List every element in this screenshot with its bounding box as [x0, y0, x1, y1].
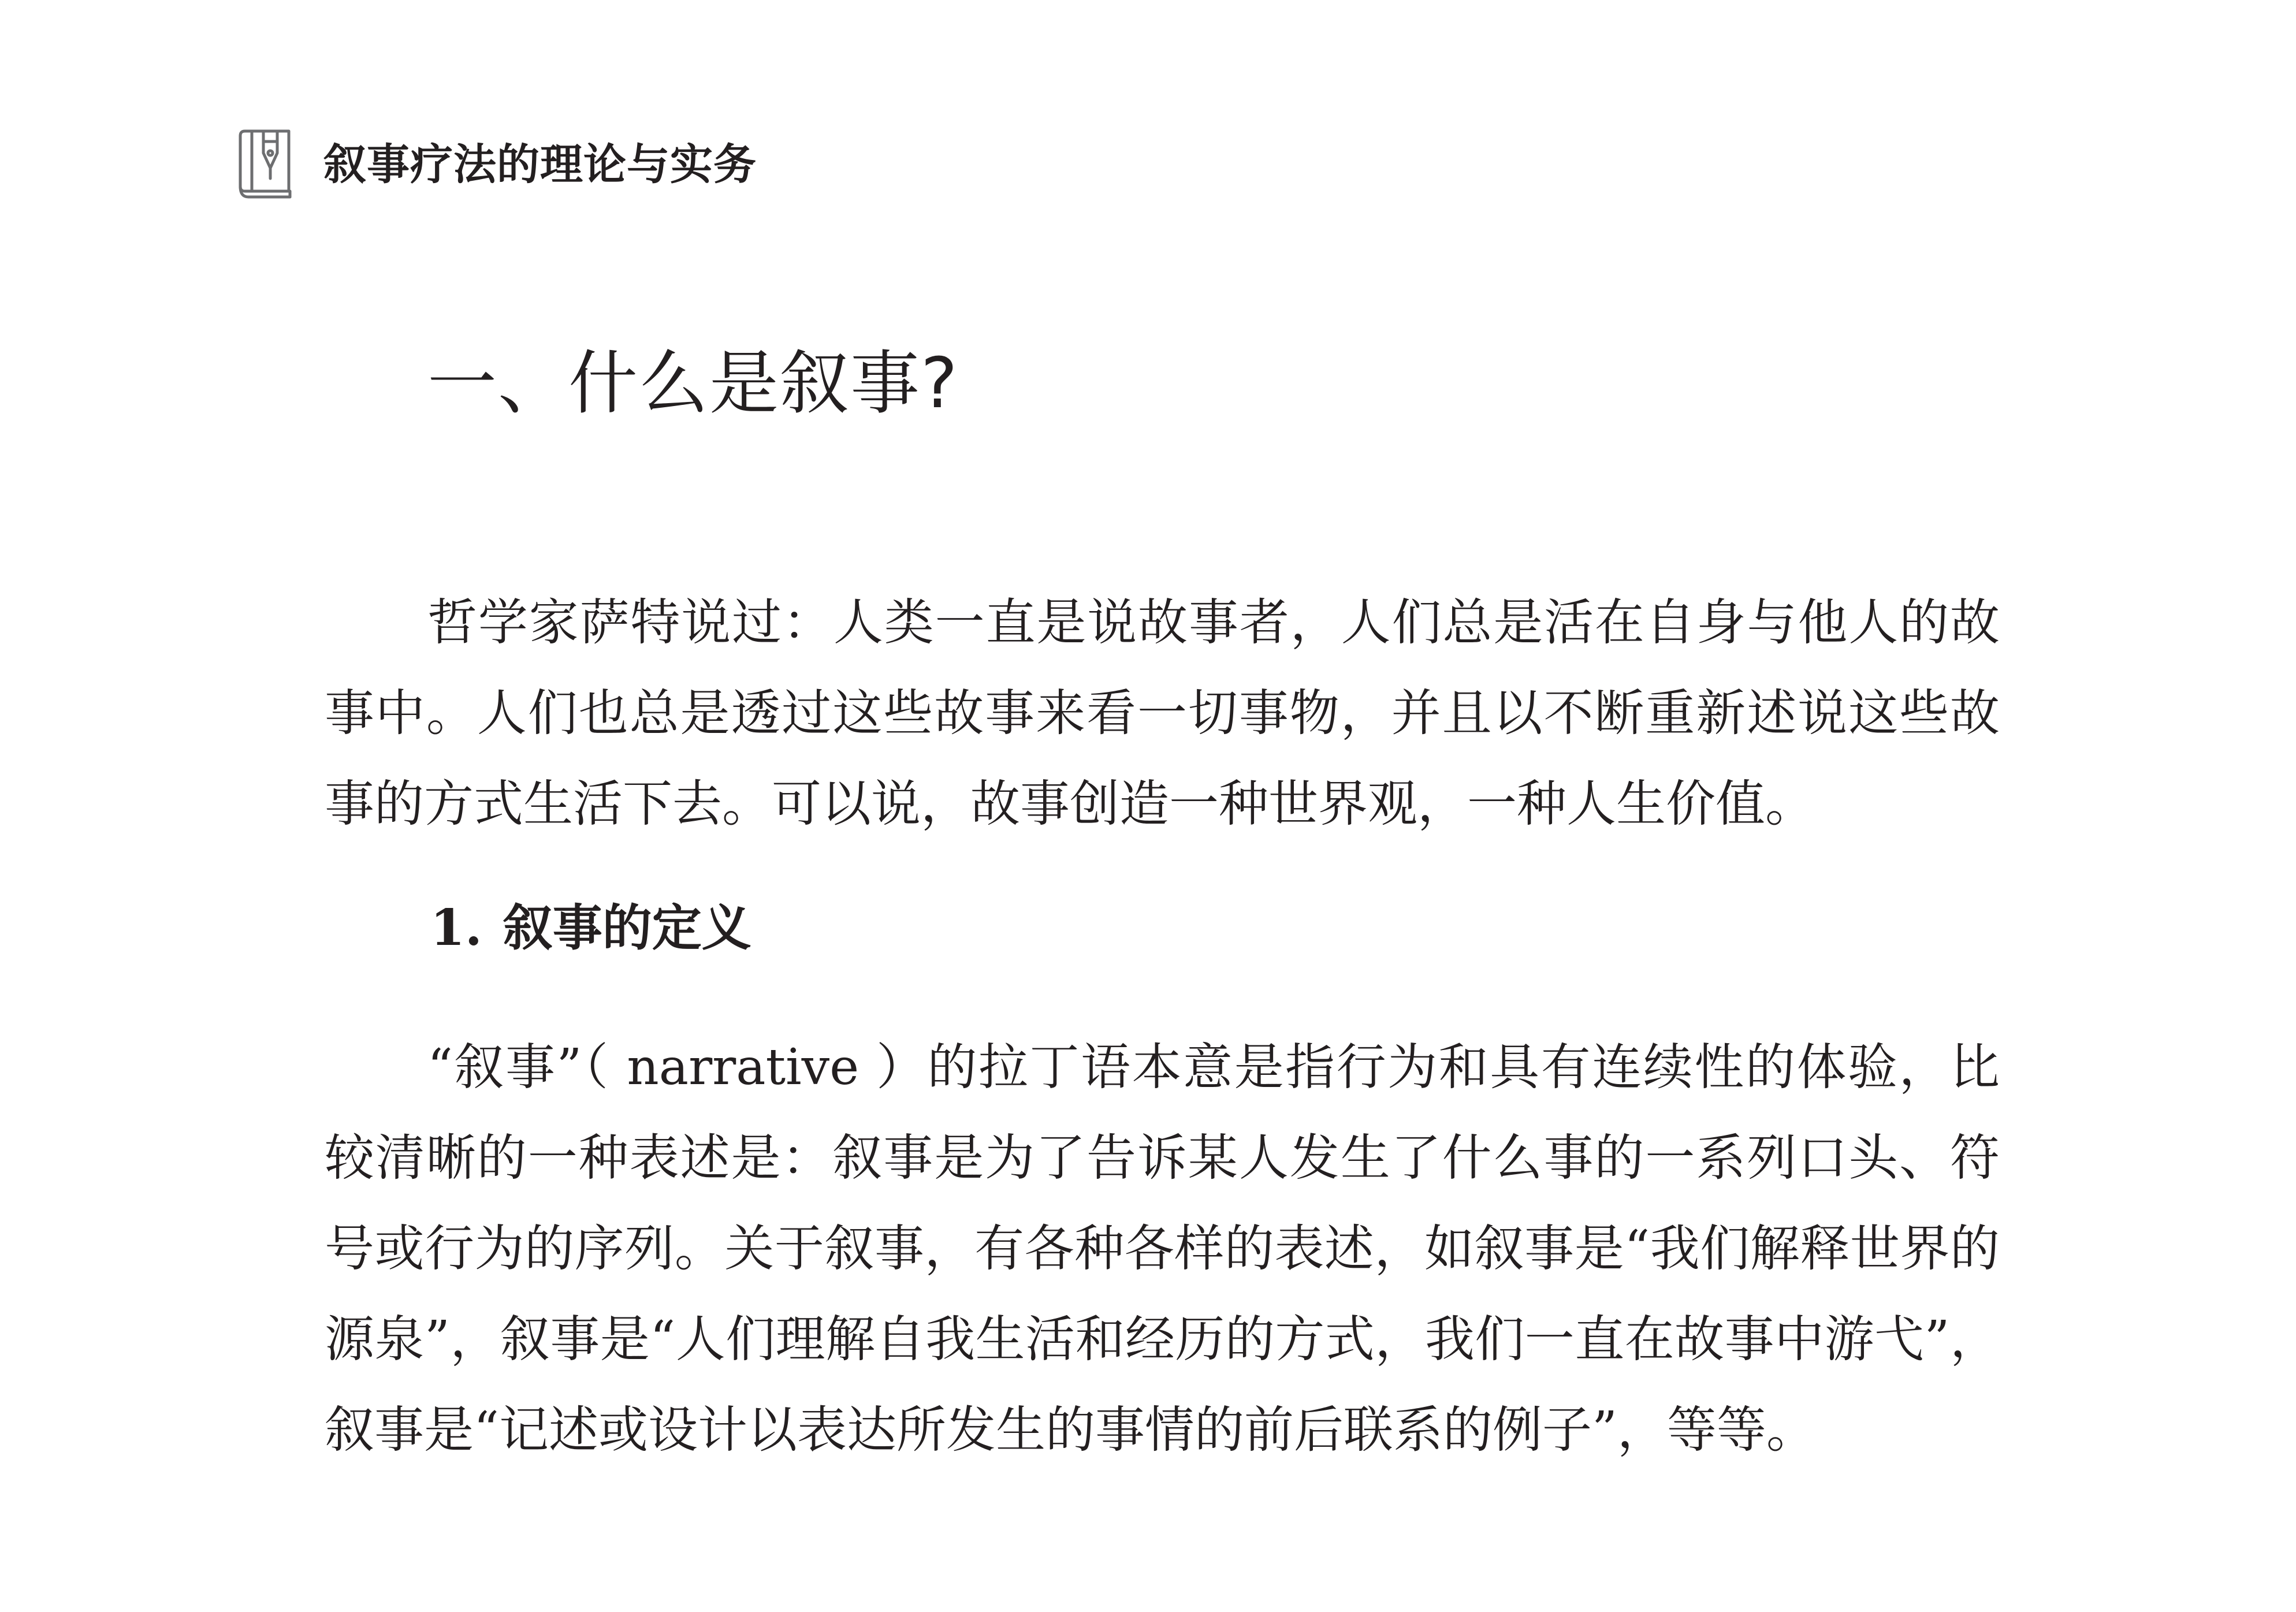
book-title: 叙事疗法的理论与实务	[323, 140, 757, 189]
body-paragraph-1: 哲学家萨特说过：人类一直是说故事者，人们总是活在自身与他人的故事中。人们也总是透过这些故事来看一切事物，并且以不断重新述说这些故事的方式生活下去。可以说，故事创造一种世界观，一种人生价值。	[325, 594, 2000, 833]
section-heading: 一、什么是叙事?	[427, 344, 959, 424]
subsection-number: 1.	[430, 899, 482, 957]
running-header	[237, 124, 757, 205]
subsection-title: 叙事的定义	[503, 899, 751, 957]
subsection-heading	[430, 898, 751, 958]
book-pen-icon	[237, 128, 293, 202]
body-paragraph-2: “叙事”（ narrative ）的拉丁语本意是指行为和具有连续性的体验，比较清晰的一种表述是：叙事是为了告诉某人发生了什么事的一系列口头、符号或行为的序列。关于叙事，有各种各样的表述，如叙事是“我们解释世界的源泉”，叙事是“人们理解自我生活和经历的方式，我们一直在故事中游弋”，叙事是“记述或设计以表达所发生的事情的前后联系的例子”，等等。	[325, 1038, 2000, 1459]
